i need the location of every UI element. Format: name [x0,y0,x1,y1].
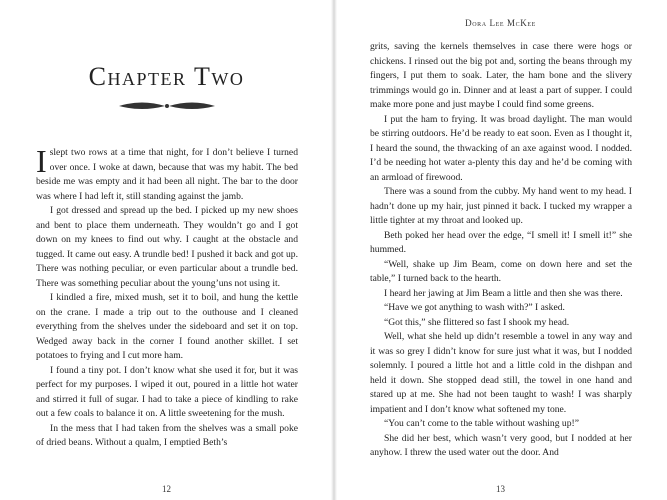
paragraph: I heard her jawing at Jim Beam a little and then she was there. [384,287,623,299]
paragraph: In the mess that I had taken from the shelves was a small poke of dried beans. Without a qualm, I emptied Beth’s [36,422,298,448]
drop-cap: I [36,143,47,179]
paragraph: I kindled a fire, mixed mush, set it to boil, and hung the kettle on the crane. I made a trip out to the outhouse and I cleaned everything from the shelves under the sideboard and set it on top. Wedged away back in the corner I found another skillet. I set potatoes to frying and I cut more ham. [36,292,298,361]
paragraph: I found a tiny pot. I don’t know what she used it for, but it was perfect for my purposes. I wiped it out, poured in a little hot water and stirred it full of sugar. I had to take a piece of kindling to rake out a few coals to balance it on. A little sweetening for the mush. [36,364,298,419]
chapter-ornament [117,100,217,112]
paragraph: Beth poked her head over the edge, “I smell it! I smell it!” she hummed. [370,229,632,255]
paragraph: “Got this,” she flittered so fast I shook my head. [384,316,570,328]
paragraph: grits, saving the kernels themselves in case there were hogs or chickens. I rinsed out the big pot and, sorting the beans through my fingers, I put them to soak. Later, the ham bone and the slivery trimmings would go in. Dinner and at least a part of supper. I could make more pone and just maybe I could find some greens. [370,41,632,110]
paragraph: Well, what she held up didn’t resemble a towel in any way and it was so grey I didn’t know for sure just what it was, but I nodded solemnly. I poured a little hot and a little cold in the dishpan and held it down. She stopped dead still, the towel in one hand and stared up at me. She had not been taught to wash! I was sharply impatient and I don’t know what softened my tone. [370,331,632,415]
paragraph: She did her best, which wasn’t very good, but I nodded at her anyhow. I threw the used water out the door. And [370,432,632,458]
paragraph: “Have we got anything to wash with?” I asked. [384,302,565,313]
right-page [334,0,667,500]
paragraph: There was a sound from the cubby. My hand went to my head. I hadn’t done up my hair, just pinned it back. I tucked my wrapper a little tighter at my throat and looked up. [370,186,632,226]
paragraph: “Well, shake up Jim Beam, come on down here and set the table,” I turned back to the hearth. [370,258,632,284]
left-page-body [36,143,298,451]
right-page-body [370,40,632,461]
paragraph: I put the ham to frying. It was broad daylight. The man would be stirring outdoors. He’d be ready to eat soon. Even as I thought it, I heard the sound, the thwacking of an axe against wood. I nodded. I’d be needing hot water a-plenty this day and he’d be coming with an armload of firewood. [370,113,632,183]
paragraph: I got dressed and spread up the bed. I picked up my new shoes and bent to place them underneath. They wouldn’t go and I got down on my knees to find out why. I caught at the obstacle and tugged. It came out easy. A trundle bed! I pushed it back and got up. There was nothing peculiar, or even particular about a trundle bed. There was something peculiar about the young’uns not using it. [36,205,298,289]
paragraph: “You can’t come to the table without washing up!” [384,418,579,429]
running-head: Dora Lee McKee [465,18,536,28]
page-number: 13 [496,484,505,494]
chapter-title: Chapter Two [88,62,245,91]
paragraph: Islept two rows at a time that night, for I don’t believe I turned over once. I woke at dawn, because that was my habit. The bed beside me was empty and it had been all night. The bar to the door was where I had left it, still standing against the jamb. [36,143,298,202]
left-page [0,0,333,500]
page-number: 12 [162,484,171,494]
